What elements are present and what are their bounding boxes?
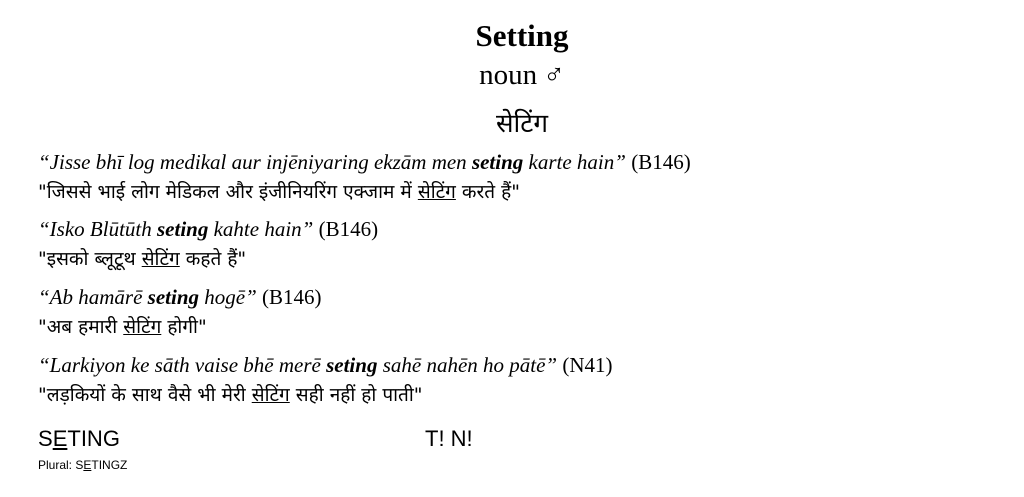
example-keyword: सेटिंग	[123, 316, 162, 338]
example-text: करते हैं"	[455, 181, 520, 203]
example-devanagari	[38, 178, 520, 204]
example-text: "लड़कियों के साथ वैसे भी मेरी	[38, 384, 252, 406]
example-roman	[38, 217, 378, 242]
example-text: सही नहीं हो पाती"	[289, 384, 423, 406]
example-text: "जिससे भाई लोग मेडिकल और इंजीनियरिंग एक्जाम में	[38, 181, 418, 203]
underlined-vowel: E	[52, 426, 68, 451]
example-keyword: seting	[157, 217, 209, 241]
example-keyword: seting	[326, 353, 378, 377]
example-roman	[38, 353, 613, 378]
example-keyword: सेटिंग	[417, 181, 456, 203]
male-gender-icon: ♂	[543, 59, 565, 91]
example-text: "अब हमारी	[38, 316, 124, 338]
example-text: होगी"	[161, 316, 207, 338]
example-source: (N41)	[557, 353, 613, 377]
underlined-vowel: E	[83, 458, 92, 472]
example-source: (B146)	[313, 217, 379, 241]
example-source: (B146)	[256, 285, 322, 309]
example-text: “Ab hamārē	[38, 285, 148, 309]
example-roman	[38, 150, 691, 175]
example-text: sahē nahēn ho pātē”	[377, 353, 558, 377]
headword: Setting	[475, 18, 569, 53]
example-text: कहते हैं"	[179, 248, 247, 270]
example-devanagari	[38, 245, 246, 271]
example-text: karte hain”	[523, 150, 626, 174]
example-text: “Larkiyon ke sāth vaise bhē merē	[38, 353, 327, 377]
example-text: hogē”	[199, 285, 257, 309]
pronunciation: T! N!	[425, 426, 473, 451]
example-text: "इसको ब्लूटूथ	[38, 248, 142, 270]
example-source: (B146)	[625, 150, 691, 174]
example-devanagari	[38, 381, 423, 407]
example-keyword: seting	[147, 285, 200, 309]
plural-form: Plural: SETINGZ	[38, 458, 128, 472]
part-of-speech: noun	[479, 59, 538, 91]
example-text: kahte hain”	[208, 217, 314, 241]
example-text: “Isko Blūtūth	[38, 217, 157, 241]
example-roman	[38, 285, 322, 310]
hindi-headword: सेटिंग	[495, 109, 549, 139]
part-of-speech-line	[0, 59, 1024, 92]
example-keyword: सेटिंग	[141, 248, 180, 270]
example-text: “Jisse bhī log medikal aur injēniyaring ekzām men	[38, 150, 472, 174]
word-form: SETING	[38, 426, 120, 451]
example-devanagari	[38, 313, 207, 339]
example-keyword: seting	[471, 150, 524, 174]
example-keyword: सेटिंग	[251, 384, 290, 406]
